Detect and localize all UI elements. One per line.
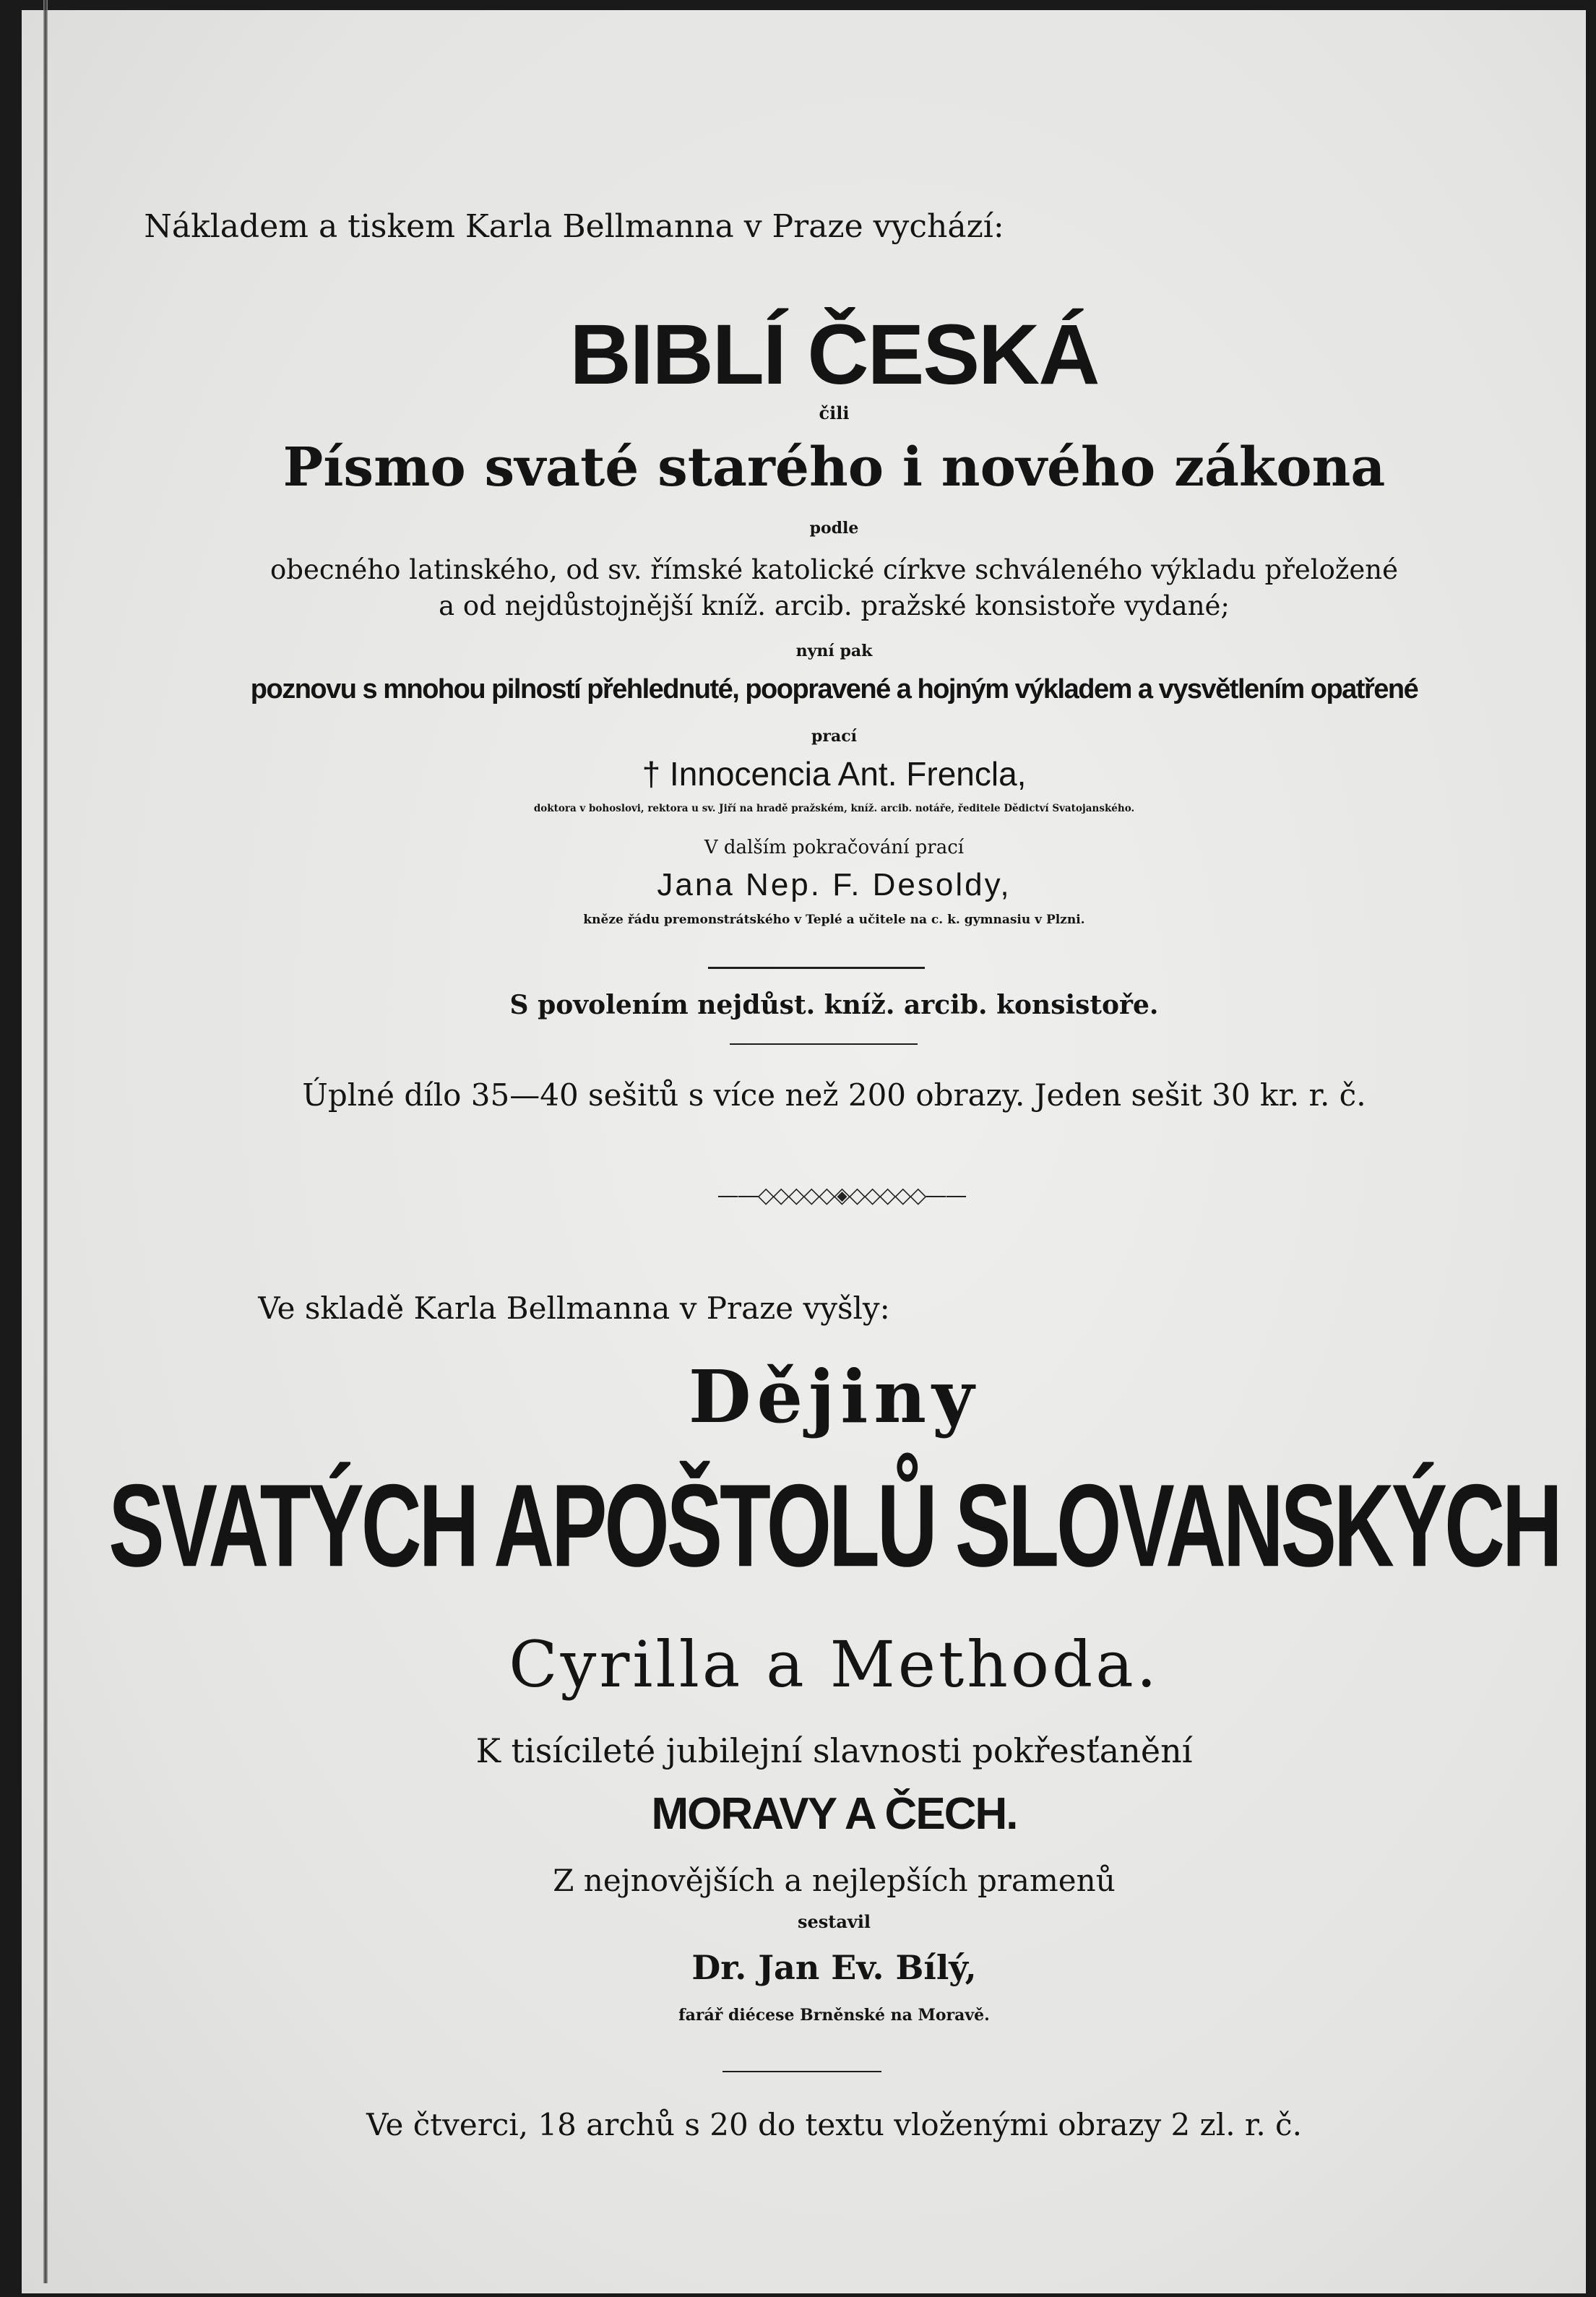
price-dejiny: Ve čtverci, 18 archů s 20 do textu vloženými obrazy 2 zl. r. č. xyxy=(366,2107,1302,2142)
subtitle-apostles: SVATÝCH APOŠTOLŮ SLOVANSKÝCH xyxy=(108,1460,1560,1592)
price-bible: Úplné dílo 35—40 sešitů s více než 200 obrazy. Jeden sešit 30 kr. r. č. xyxy=(302,1077,1366,1113)
divider-1 xyxy=(708,967,925,969)
occasion-text: K tisícileté jubilejní slavnosti pokřesťanění xyxy=(475,1731,1193,1770)
description-line-2: a od nejdůstojnější kníž. arcib. pražské konsistoře vydané; xyxy=(439,590,1230,621)
permission-notice: S povolením nejdůst. kníž. arcib. konsistoře. xyxy=(509,990,1159,1020)
publisher-intro: Nákladem a tiskem Karla Bellmanna v Praze vychází: xyxy=(144,208,1004,245)
author-frencl-titles: doktora v bohoslovi, rektora u sv. Jiří na hradě pražském, kníž. arcib. notáře, ředitele Dědictví Svatojanského. xyxy=(533,803,1135,814)
main-title-bible: BIBLÍ ČESKÁ xyxy=(569,307,1099,402)
nyni-pak-label: nyní pak xyxy=(795,642,873,660)
warehouse-intro: Ve skladě Karla Bellmanna v Praze vyšly: xyxy=(258,1290,890,1326)
lands-moravia-bohemia: MORAVY A ČECH. xyxy=(651,1789,1017,1839)
divider-3 xyxy=(722,2071,881,2072)
subtitle-scripture: Písmo svaté starého i nového zákona xyxy=(282,436,1386,499)
author-frencl: † Innocencia Ant. Frencla, xyxy=(642,755,1027,793)
author-bily-title: farář diécese Brněnské na Moravě. xyxy=(678,2006,990,2025)
description-line-1: obecného latinského, od sv. římské katolické církve schváleného výkladu přeložené xyxy=(270,554,1398,585)
divider-2 xyxy=(730,1043,918,1045)
praci-label: prací xyxy=(811,727,857,746)
sources-text: Z nejnovějších a nejlepších pramenů xyxy=(553,1863,1116,1898)
ornamental-divider: ——◇◇◇◇◇◈◇◇◇◇◇—— xyxy=(717,1183,966,1208)
main-title-dejiny: Dějiny xyxy=(688,1354,980,1439)
author-desolda-titles: kněze řádu premonstrátského v Teplé a učitele na c. k. gymnasiu v Plzni. xyxy=(583,913,1085,927)
compiled-label: sestavil xyxy=(797,1911,871,1932)
revised-statement: poznovu s mnohou pilností přehlednuté, poopravené a hojným výkladem a vysvětlením opatřené xyxy=(250,674,1418,704)
continuation-label: V dalším pokračování prací xyxy=(704,837,965,858)
author-desolda: Jana Nep. F. Desoldy, xyxy=(657,867,1011,902)
podle-label: podle xyxy=(809,519,859,538)
names-cyril-methodius: Cyrilla a Methoda. xyxy=(509,1627,1160,1702)
cili-label: čili xyxy=(819,402,850,423)
author-bily: Dr. Jan Ev. Bílý, xyxy=(691,1948,977,1987)
